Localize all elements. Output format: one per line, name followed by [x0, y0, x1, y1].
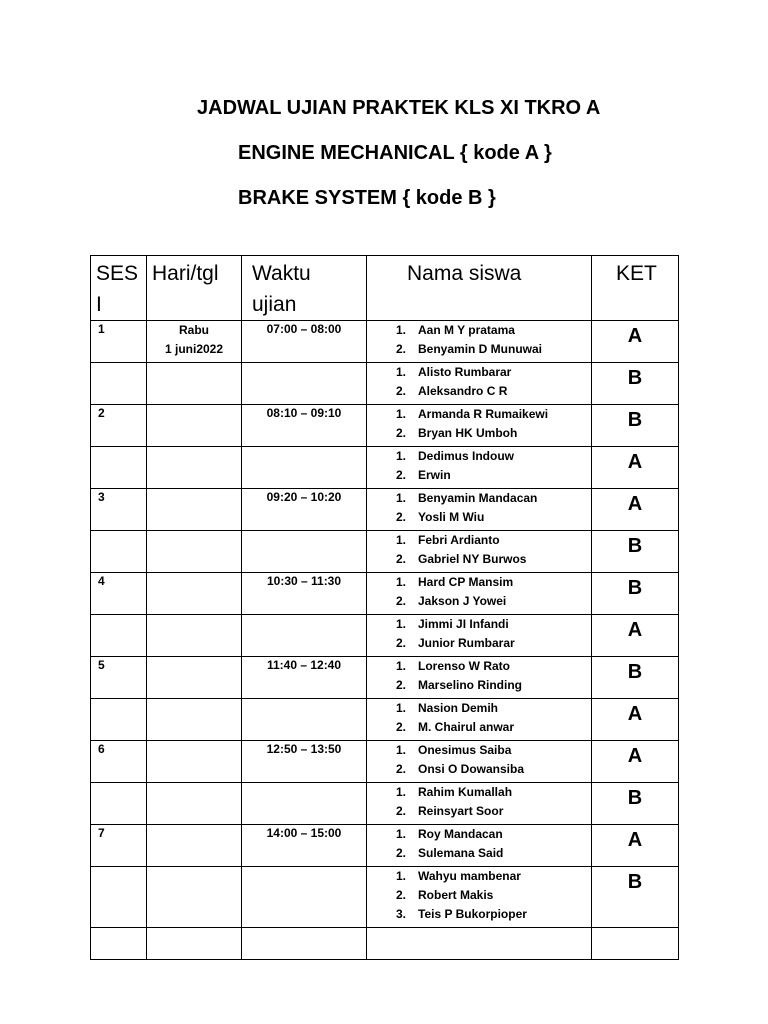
ket-cell: A: [592, 447, 679, 489]
list-number: 2.: [396, 342, 407, 356]
list-number: 2.: [396, 720, 407, 734]
list-item: [396, 760, 591, 779]
list-number: 1.: [396, 491, 407, 505]
table-row: [91, 531, 679, 573]
list-number: 2.: [396, 888, 407, 902]
nama-cell: [367, 447, 592, 489]
title-line-2: ENGINE MECHANICAL { kode A }: [238, 142, 552, 164]
table-row: [91, 405, 679, 447]
list-number: 1.: [396, 575, 407, 589]
student-name: Reinsyart Soor: [418, 804, 504, 818]
list-number: 2.: [396, 384, 407, 398]
waktu-cell: 08:10 – 09:10: [242, 405, 367, 447]
sesi-cell: 5: [91, 657, 147, 699]
sesi-cell: 6: [91, 741, 147, 783]
list-number: 1.: [396, 617, 407, 631]
hari-cell: [147, 699, 242, 741]
student-name: Nasion Demih: [418, 701, 499, 715]
hari-text: Rabu: [179, 323, 209, 337]
list-number: 1.: [396, 785, 407, 799]
nama-cell: [367, 363, 592, 405]
list-number: 2.: [396, 846, 407, 860]
waktu-cell: [242, 867, 367, 928]
student-list: [367, 447, 591, 485]
waktu-cell: [242, 531, 367, 573]
header-nama: [367, 256, 592, 321]
list-item: [396, 424, 591, 443]
waktu-cell: 14:00 – 15:00: [242, 825, 367, 867]
student-list: [367, 405, 591, 443]
nama-cell: [367, 489, 592, 531]
list-item: [396, 783, 591, 802]
header-waktu: [242, 256, 367, 321]
student-name: Aan M Y pratama: [418, 323, 515, 337]
ket-cell: A: [592, 615, 679, 657]
hari-cell: [147, 657, 242, 699]
student-name: Jimmi JI Infandi: [418, 617, 509, 631]
list-item: [396, 718, 591, 737]
list-item: [396, 363, 591, 382]
list-item: [396, 802, 591, 821]
student-name: Sulemana Said: [418, 846, 504, 860]
list-number: 1.: [396, 827, 407, 841]
list-item: [396, 466, 591, 485]
header-ket-label: KET: [616, 262, 657, 285]
student-name: Rahim Kumallah: [418, 785, 513, 799]
student-name: Benyamin Mandacan: [418, 491, 538, 505]
nama-cell: [367, 825, 592, 867]
list-item: [396, 405, 591, 424]
sesi-cell: 1: [91, 321, 147, 363]
waktu-cell: 09:20 – 10:20: [242, 489, 367, 531]
student-name: Aleksandro C R: [418, 384, 508, 398]
sesi-cell: 3: [91, 489, 147, 531]
student-name: Erwin: [418, 468, 451, 482]
header-waktu-line-1: Waktu: [252, 262, 311, 285]
hari-cell: [147, 741, 242, 783]
student-name: Marselino Rinding: [418, 678, 523, 692]
hari-cell: [147, 573, 242, 615]
table-row: [91, 657, 679, 699]
list-number: 1.: [396, 869, 407, 883]
nama-cell: [367, 405, 592, 447]
student-list: [367, 531, 591, 569]
student-name: Robert Makis: [418, 888, 494, 902]
ket-cell: A: [592, 489, 679, 531]
student-list: [367, 825, 591, 863]
waktu-cell: [242, 363, 367, 405]
table-row: [91, 867, 679, 928]
nama-cell: [367, 699, 592, 741]
student-name: Jakson J Yowei: [418, 594, 507, 608]
nama-cell: [367, 573, 592, 615]
list-item: [396, 905, 591, 924]
student-name: Teis P Bukorpioper: [418, 907, 527, 921]
list-item: [396, 340, 591, 359]
list-number: 1.: [396, 701, 407, 715]
nama-cell: [367, 783, 592, 825]
hari-cell: [147, 783, 242, 825]
list-number: 2.: [396, 762, 407, 776]
list-item: [396, 489, 591, 508]
hari-cell: [147, 825, 242, 867]
nama-cell: [367, 321, 592, 363]
sesi-cell: [91, 531, 147, 573]
table-row: [91, 489, 679, 531]
empty-cell: [147, 928, 242, 960]
student-name: M. Chairul anwar: [418, 720, 515, 734]
student-list: [367, 741, 591, 779]
empty-cell: [91, 928, 147, 960]
list-number: 1.: [396, 365, 407, 379]
sesi-cell: [91, 783, 147, 825]
student-list: [367, 321, 591, 359]
table-row: [91, 363, 679, 405]
list-item: [396, 825, 591, 844]
sesi-cell: 7: [91, 825, 147, 867]
list-number: 2.: [396, 594, 407, 608]
list-item: [396, 550, 591, 569]
list-item: [396, 844, 591, 863]
list-number: 1.: [396, 533, 407, 547]
list-item: [396, 531, 591, 550]
list-number: 1.: [396, 659, 407, 673]
header-hari: [147, 256, 242, 321]
student-name: Dedimus Indouw: [418, 449, 514, 463]
list-number: 2.: [396, 636, 407, 650]
student-name: Armanda R Rumaikewi: [418, 407, 549, 421]
student-list: [367, 699, 591, 737]
student-name: Hard CP Mansim: [418, 575, 514, 589]
student-name: Febri Ardianto: [418, 533, 500, 547]
list-item: [396, 573, 591, 592]
student-list: [367, 615, 591, 653]
header-sesi-line-2: I: [96, 293, 102, 316]
list-item: [396, 592, 591, 611]
ket-cell: A: [592, 321, 679, 363]
student-name: Junior Rumbarar: [418, 636, 515, 650]
header-waktu-line-2: ujian: [252, 293, 297, 316]
hari-cell: [147, 405, 242, 447]
list-item: [396, 321, 591, 340]
table-row: [91, 699, 679, 741]
student-name: Benyamin D Munuwai: [418, 342, 543, 356]
table-row: [91, 783, 679, 825]
student-name: Alisto Rumbarar: [418, 365, 512, 379]
nama-cell: [367, 531, 592, 573]
hari-cell: [147, 489, 242, 531]
student-name: Bryan HK Umboh: [418, 426, 518, 440]
ket-cell: B: [592, 867, 679, 928]
nama-cell: [367, 867, 592, 928]
waktu-cell: 07:00 – 08:00: [242, 321, 367, 363]
ket-cell: B: [592, 405, 679, 447]
hari-cell: [147, 615, 242, 657]
empty-cell: [367, 928, 592, 960]
list-number: 2.: [396, 678, 407, 692]
hari-text: 1 juni2022: [164, 342, 224, 356]
list-number: 2.: [396, 510, 407, 524]
student-name: Wahyu mambenar: [418, 869, 521, 883]
nama-cell: [367, 615, 592, 657]
sesi-cell: [91, 363, 147, 405]
student-name: Yosli M Wiu: [418, 510, 485, 524]
sesi-cell: 4: [91, 573, 147, 615]
title-line-1: JADWAL UJIAN PRAKTEK KLS XI TKRO A: [197, 97, 601, 119]
student-list: [367, 783, 591, 821]
waktu-cell: 11:40 – 12:40: [242, 657, 367, 699]
list-item: [396, 886, 591, 905]
table-row: [91, 741, 679, 783]
list-item: [396, 634, 591, 653]
nama-cell: [367, 741, 592, 783]
list-item: [396, 699, 591, 718]
empty-row: [91, 928, 679, 960]
table-row: [91, 321, 679, 363]
table-row: [91, 615, 679, 657]
list-number: 2.: [396, 804, 407, 818]
table-row: [91, 573, 679, 615]
list-item: [396, 741, 591, 760]
list-number: 1.: [396, 449, 407, 463]
hari-cell: [147, 447, 242, 489]
student-list: [367, 573, 591, 611]
sesi-cell: [91, 867, 147, 928]
title-line-3: BRAKE SYSTEM { kode B }: [238, 187, 496, 209]
student-name: Gabriel NY Burwos: [418, 552, 527, 566]
hari-cell: [147, 531, 242, 573]
list-number: 2.: [396, 426, 407, 440]
student-list: [367, 867, 591, 924]
empty-cell: [592, 928, 679, 960]
sesi-cell: [91, 447, 147, 489]
ket-cell: A: [592, 741, 679, 783]
ket-cell: B: [592, 573, 679, 615]
list-number: 1.: [396, 407, 407, 421]
hari-cell: [147, 321, 242, 363]
list-number: 2.: [396, 552, 407, 566]
list-item: [396, 867, 591, 886]
student-list: [367, 489, 591, 527]
sesi-cell: 2: [91, 405, 147, 447]
table-row: [91, 447, 679, 489]
sesi-cell: [91, 699, 147, 741]
list-item: [396, 615, 591, 634]
header-nama-label: Nama siswa: [407, 262, 522, 285]
list-number: 1.: [396, 743, 407, 757]
header-hari-label: Hari/tgl: [152, 262, 219, 285]
sesi-cell: [91, 615, 147, 657]
table-header-row: [91, 256, 679, 321]
waktu-cell: 12:50 – 13:50: [242, 741, 367, 783]
list-item: [396, 508, 591, 527]
list-item: [396, 657, 591, 676]
hari-cell: [147, 867, 242, 928]
waktu-cell: [242, 615, 367, 657]
list-item: [396, 447, 591, 466]
empty-cell: [242, 928, 367, 960]
header-ket: [592, 256, 679, 321]
list-item: [396, 382, 591, 401]
student-name: Lorenso W Rato: [418, 659, 510, 673]
list-number: 3.: [396, 907, 407, 921]
student-list: [367, 657, 591, 695]
ket-cell: B: [592, 657, 679, 699]
ket-cell: B: [592, 363, 679, 405]
student-name: Roy Mandacan: [418, 827, 503, 841]
student-name: Onesimus Saiba: [418, 743, 512, 757]
student-list: [367, 363, 591, 401]
nama-cell: [367, 657, 592, 699]
waktu-cell: [242, 783, 367, 825]
ket-cell: B: [592, 531, 679, 573]
waktu-cell: [242, 699, 367, 741]
list-number: 2.: [396, 468, 407, 482]
header-sesi-line-1: SES: [96, 262, 139, 285]
header-sesi: [91, 256, 147, 321]
waktu-cell: [242, 447, 367, 489]
ket-cell: A: [592, 825, 679, 867]
exam-schedule-table: [90, 255, 679, 960]
list-number: 1.: [396, 323, 407, 337]
hari-cell: [147, 363, 242, 405]
ket-cell: A: [592, 699, 679, 741]
student-name: Onsi O Dowansiba: [418, 762, 525, 776]
list-item: [396, 676, 591, 695]
waktu-cell: 10:30 – 11:30: [242, 573, 367, 615]
table-row: [91, 825, 679, 867]
ket-cell: B: [592, 783, 679, 825]
